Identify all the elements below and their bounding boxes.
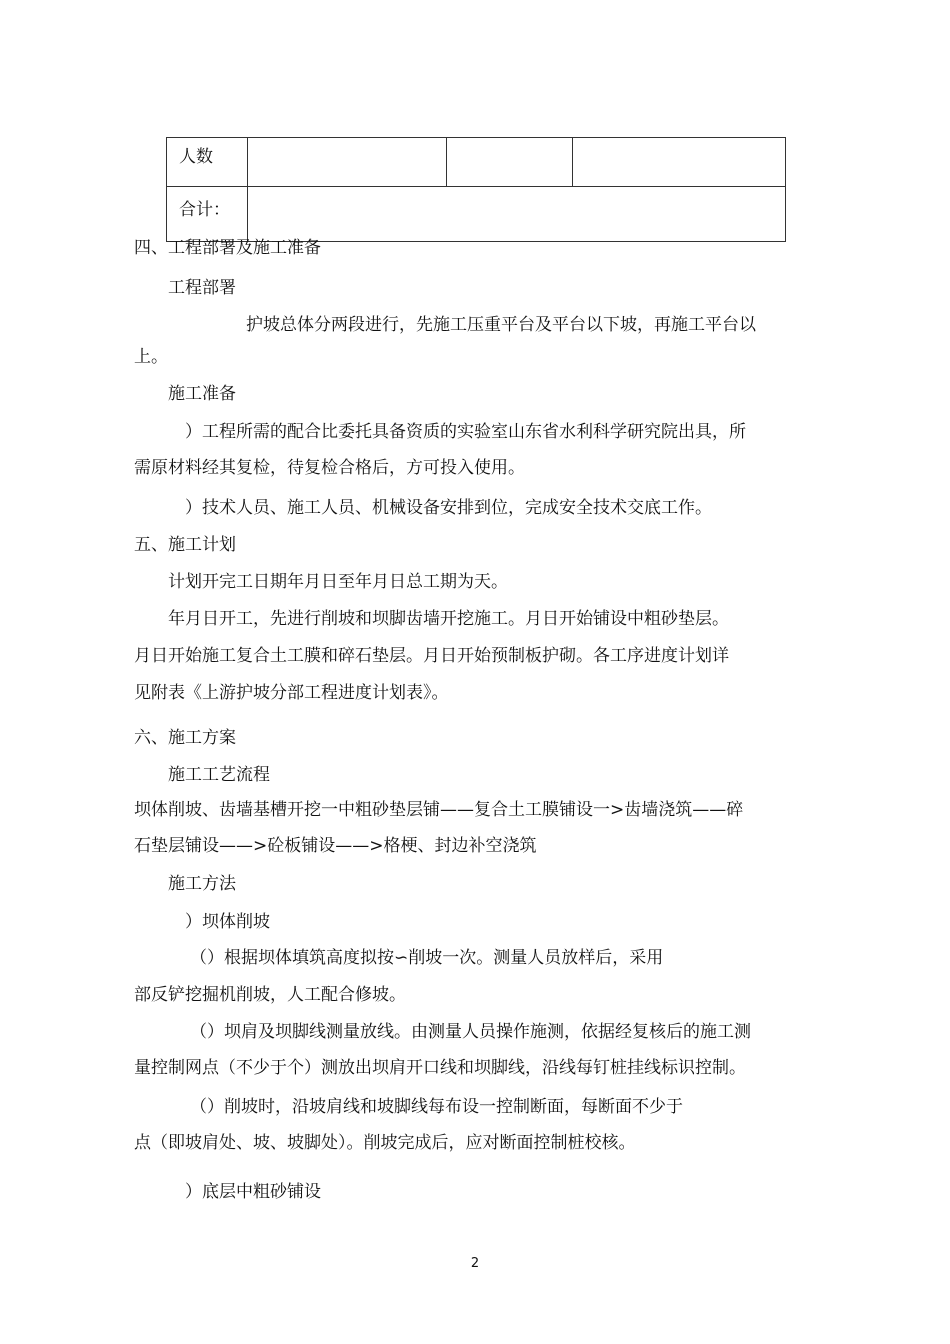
paragraph-line: （）根据坝体填筑高度拟按∽削坡一次。测量人员放样后，采用 [190,948,664,968]
table-row [167,138,786,187]
paragraph-line: 见附表《上游护坡分部工程进度计划表》。 [134,683,449,703]
paragraph-line: 点（即坡肩处、坡、坡脚处）。削坡完成后，应对断面控制桩校核。 [134,1133,636,1153]
section-heading: 五、施工计划 [134,535,236,555]
paragraph-line: （）削坡时，沿坡肩线和坡脚线每布设一控制断面，每断面不少于 [190,1097,683,1117]
paragraph-line: 石垫层铺设——>砼板铺设——>格梗、封边补空浇筑 [134,836,537,856]
paragraph-line: 需原材料经其复检，待复检合格后，方可投入使用。 [134,458,525,478]
section-heading: 四、工程部署及施工准备 [134,238,321,258]
paragraph-line: （）坝肩及坝脚线测量放线。由测量人员操作施测，依据经复核后的施工测 [190,1022,751,1042]
table-cell [573,138,786,187]
paragraph-line: ）技术人员、施工人员、机械设备安排到位，完成安全技术交底工作。 [185,498,712,518]
paragraph-line: ）坝体削坡 [185,912,270,932]
paragraph-line: 护坡总体分两段进行，先施工压重平台及平台以下坡，再施工平台以 [246,315,756,335]
paragraph-line: ）底层中粗砂铺设 [185,1182,321,1202]
paragraph-line: 计划开完工日期年月日至年月日总工期为天。 [168,572,508,592]
paragraph-line: 上。 [134,347,168,367]
paragraph-line: 年月日开工，先进行削坡和坝脚齿墙开挖施工。月日开始铺设中粗砂垫层。 [168,609,729,629]
paragraph-line: 坝体削坡、齿墙基槽开挖一中粗砂垫层铺——复合土工膜铺设一>齿墙浇筑——碎 [134,800,744,820]
subheading: 施工工艺流程 [168,765,270,785]
table-row [167,187,786,242]
table-cell-label: 合计： [167,187,248,242]
table-cell [248,138,447,187]
paragraph-line: 量控制网点（不少于个）测放出坝肩开口线和坝脚线，沿线每钉桩挂线标识控制。 [134,1058,746,1078]
table-cell [248,187,786,242]
subheading: 施工方法 [168,874,236,894]
staff-table [166,137,786,242]
page-number: 2 [470,1256,480,1271]
subheading: 施工准备 [168,384,236,404]
paragraph-line: 部反铲挖掘机削坡，人工配合修坡。 [134,985,406,1005]
table-cell [447,138,573,187]
table-cell-label: 人数 [167,138,248,187]
paragraph-line: 月日开始施工复合土工膜和碎石垫层。月日开始预制板护砌。各工序进度计划详 [134,646,729,666]
paragraph-line: ）工程所需的配合比委托具备资质的实验室山东省水利科学研究院出具，所 [185,422,746,442]
section-heading: 六、施工方案 [134,728,236,748]
subheading: 工程部署 [168,278,236,298]
